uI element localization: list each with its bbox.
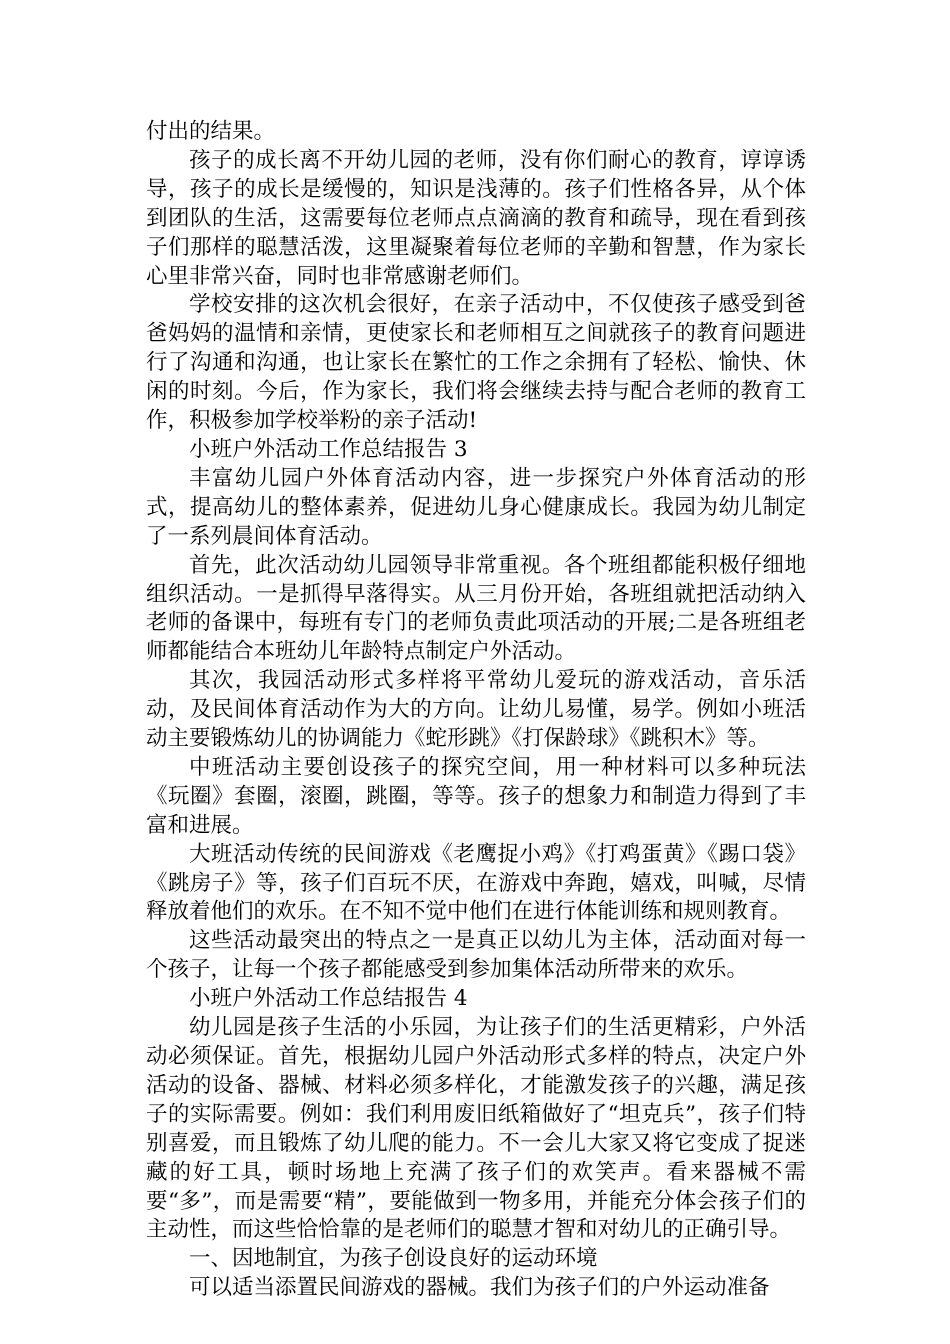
paragraph-teachers-thanks: 孩子的成长离不开幼儿园的老师，没有你们耐心的教育，谆谆诱导，孩子的成长是缓慢的，知识是浅薄的。孩子们性格各异，从个体到团队的生活，这需要每位老师点点滴滴的教育和疏导，现在看到孩子们那样的聪慧活泼，这里凝聚着每位老师的辛勤和智慧，作为家长心里非常兴奋，同时也非常感谢老师们。 [146, 147, 806, 289]
section-title-report-3: 小班户外活动工作总结报告 3 [189, 436, 468, 462]
paragraph-senior-class: 大班活动传统的民间游戏《老鹰捉小鸡》《打鸡蛋黄》《踢口袋》《跳房子》等，孩子们百玩不厌，在游戏中奔跑，嬉戏，叫喊，尽情释放着他们的欢乐。在不知不觉中他们在进行体能训练和规则教育。 [146, 841, 806, 925]
paragraph-report-3-first: 首先，此次活动幼儿园领导非常重视。各个班组都能积极仔细地组织活动。一是抓得早落得实。从三月份开始，各班组就把活动纳入老师的备课中，每班有专门的老师负责此项活动的开展;二是各班组老师都能结合本班幼儿年龄特点制定户外活动。 [146, 552, 806, 665]
paragraph-parent-child-activity: 学校安排的这次机会很好，在亲子活动中，不仅使孩子感受到爸爸妈妈的温情和亲情，更使家长和老师相互之间就孩子的教育问题进行了沟通和沟通，也让家长在繁忙的工作之余拥有了轻松、愉快、休闲的时刻。今后，作为家长，我们将会继续去持与配合老师的教育工作，积极参加学校举粉的亲子活动! [146, 292, 806, 434]
subheading-environment: 一、因地制宜，为孩子创设良好的运动环境 [189, 1246, 598, 1272]
paragraph-continuation: 付出的结果。 [146, 119, 276, 144]
section-title-report-4: 小班户外活动工作总结报告 4 [189, 986, 468, 1012]
paragraph-report-3-summary: 这些活动最突出的特点之一是真正以幼儿为主体，活动面对每一个孩子，让每一个孩子都能感受到参加集体活动所带来的欢乐。 [146, 928, 806, 983]
paragraph-folk-games-equipment: 可以适当添置民间游戏的器械。我们为孩子们的户外运动准备 [189, 1275, 770, 1301]
paragraph-report-4-intro: 幼儿园是孩子生活的小乐园，为让孩子们的生活更精彩，户外活动必须保证。首先，根据幼儿园户外活动形式多样的特点，决定户外活动的设备、器械、材料必须多样化，才能激发孩子的兴趣，满足孩子的实际需要。例如：我们利用废旧纸箱做好了“坦克兵”，孩子们特别喜爱，而且锻炼了幼儿爬的能力。不一会儿大家又将它变成了捉迷藏的好工具，顿时场地上充满了孩子们的欢笑声。看来器械不需要“多”，而是需要“精”，要能做到一物多用，并能充分体会孩子们的主动性，而这些恰恰靠的是老师们的聪慧才智和对幼儿的正确引导。 [146, 1015, 806, 1243]
paragraph-middle-class: 中班活动主要创设孩子的探究空间，用一种材料可以多种玩法《玩圈》套圈，滚圈，跳圈，等等。孩子的想象力和制造力得到了丰富和进展。 [146, 754, 806, 838]
paragraph-report-3-intro: 丰富幼儿园户外体育活动内容，进一步探究户外体育活动的形式，提高幼儿的整体素养，促进幼儿身心健康成长。我园为幼儿制定了一系列晨间体育活动。 [146, 465, 806, 549]
paragraph-report-3-second: 其次，我园活动形式多样将平常幼儿爱玩的游戏活动，音乐活动，及民间体育活动作为大的方向。让幼儿易懂，易学。例如小班活动主要锻炼幼儿的协调能力《蛇形跳》《打保龄球》《跳积木》等。 [146, 668, 806, 752]
document-page [146, 118, 806, 1303]
